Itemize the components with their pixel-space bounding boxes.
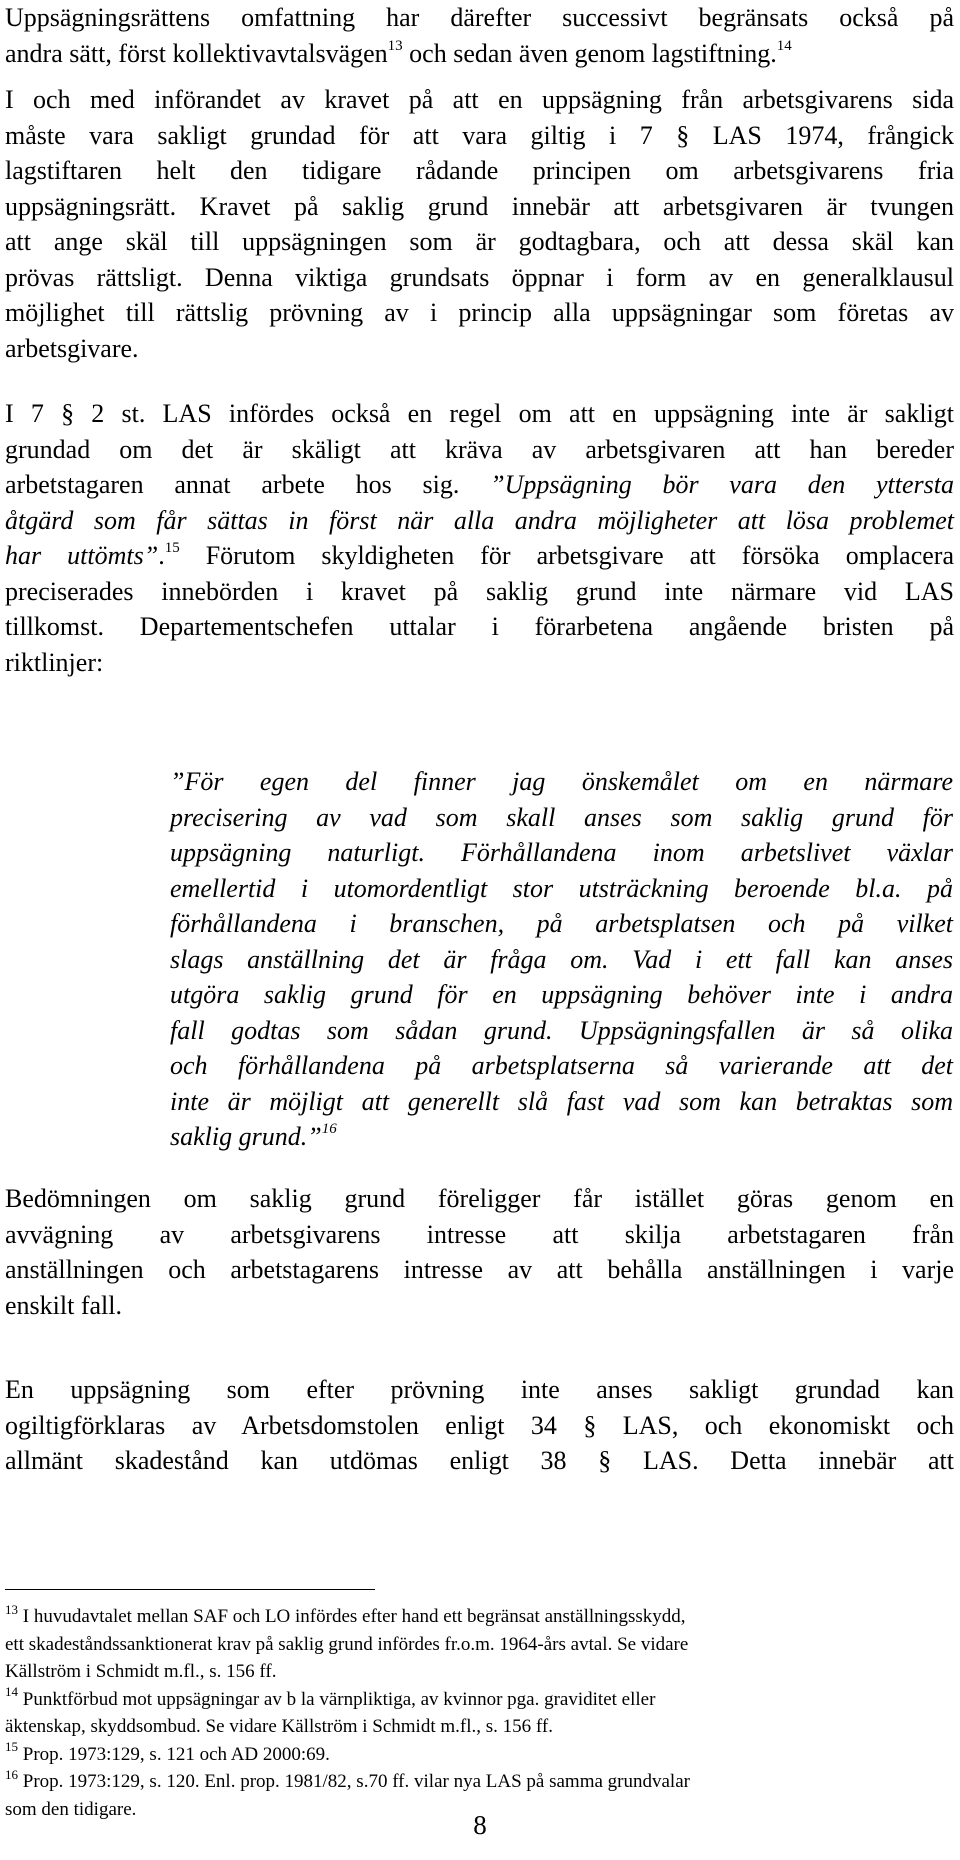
quote-line: emellertid i utomordentligt stor utsträckning beroende bl.a. på [170,873,953,903]
footnote-number: 13 [5,1601,18,1617]
text-line: enskilt fall. [5,1290,122,1320]
text-line: arbetsgivare. [5,333,139,363]
footnotes [5,1603,954,1823]
quote-line: utgöra saklig grund för en uppsägning behöver inte i andra [170,980,953,1009]
text-fragment: Förutom skyldigheten för arbetsgivare att försöka omplacera [179,541,954,570]
text-line [5,467,954,503]
text-fragment: andra sätt, först kollektivavtalsvägen [5,38,388,68]
footnote-ref-13[interactable]: 13 [387,37,403,54]
quote-line: uppsägning naturligt. Förhållandena inom arbetslivet växlar [170,838,953,867]
text-line: måste vara sakligt grundad för att vara giltig i 7 § LAS 1974, frångick [5,120,954,150]
footnote-text: Prop. 1973:129, s. 120. Enl. prop. 1981/82, s.70 ff. vilar nya LAS på samma grundvalar [18,1771,690,1792]
footnote-text: Prop. 1973:129, s. 121 och AD 2000:69. [18,1743,330,1765]
footnote-text-line: som den tidigare. [5,1798,137,1820]
text-line: En uppsägning som efter prövning inte anses sakligt grundad kan [5,1375,954,1404]
text-line: I 7 § 2 st. LAS infördes också en regel om att en uppsägning inte är sakligt [5,399,954,428]
text-line: allmänt skadestånd kan utdömas enligt 38 § LAS. Detta innebär att [5,1446,954,1475]
text-line: I och med införandet av kravet på att en uppsägning från arbetsgivarens sida [5,85,954,114]
footnote-text: I huvudavtalet mellan SAF och LO infördes efter hand ett begränsat anställningsskydd, [18,1606,686,1627]
text-fragment: och sedan även genom lagstiftning. [402,38,777,68]
quote-line: slags anställning det är fråga om. Vad i ett fall kan anses [170,944,953,974]
quote-line: inte är möjligt att generellt slå fast vad som kan betraktas som [170,1086,953,1116]
footnote-15 [5,1741,954,1769]
quote-line: fall godtas som sådan grund. Uppsägningsfallen är så olika [170,1015,953,1045]
footnote-13 [5,1603,954,1631]
text-fragment: saklig grund.” [170,1122,322,1151]
text-line: Bedömningen om saklig grund föreligger får istället göras genom en [5,1184,954,1213]
quote-line [170,1119,953,1155]
text-line [5,36,954,72]
paragraph-omplacering [5,396,954,680]
text-line: prövas rättsligt. Denna viktiga grundsats öppnar i form av en generalklausul [5,262,954,292]
text-line: ogiltigförklaras av Arbetsdomstolen enligt 34 § LAS, och ekonomiskt och [5,1410,954,1440]
text-line: uppsägningsrätt. Kravet på saklig grund innebär att arbetsgivaren är tvungen [5,191,954,221]
text-line: möjlighet till rättslig prövning av i princip alla uppsägningar som företas av [5,298,954,327]
quote-line: precisering av vad som skall anses som saklig grund för [170,802,953,832]
text-line: avvägning av arbetsgivarens intresse att skilja arbetstagaren från [5,1219,954,1249]
paragraph-saklig-grund [5,82,954,366]
text-fragment: arbetstagaren annat arbete hos sig. [5,470,491,499]
text-line [5,538,954,574]
quote-line: förhållandena i branschen, på arbetsplatsen och på vilket [170,909,953,938]
footnote-separator [5,1589,375,1590]
footnote-ref-14[interactable]: 14 [776,37,792,54]
footnote-number: 15 [5,1739,18,1755]
text-line: grundad om det är skäligt att kräva av arbetsgivaren att han bereder [5,434,954,464]
paragraph-bedomning [5,1181,954,1323]
text-line [5,503,954,539]
footnote-text: Punktförbud mot uppsägningar av b la värnpliktiga, av kvinnor pga. graviditet eller [18,1688,656,1710]
footnote-number: 16 [5,1766,18,1782]
quoted-text: ”Uppsägning bör vara den yttersta [490,470,954,499]
text-line: att ange skäl till uppsägningen som är godtagbara, och att dessa skäl kan [5,227,954,256]
quoted-text: har uttömts” [5,541,159,570]
text-line: riktlinjer: [5,647,104,677]
block-quote [170,764,953,1155]
paragraph-intro [5,0,954,71]
quoted-text: åtgärd som får sättas in först när alla andra möjligheter att lösa problemet [5,505,954,535]
paragraph-ogiltigforklaring [5,1372,954,1479]
text-line: lagstiftaren helt den tidigare rådande principen om arbetsgivarens fria [5,156,954,185]
footnote-16 [5,1768,954,1796]
text-line: anställningen och arbetstagarens intresse av att behålla anställningen i varje [5,1255,954,1284]
text-line: Uppsägningsrättens omfattning har därefter successivt begränsats också på [5,3,954,32]
text-line: preciserades innebörden i kravet på saklig grund inte närmare vid LAS [5,576,954,606]
text-line: tillkomst. Departementschefen uttalar i förarbetena angående bristen på [5,612,954,641]
quote-line: och förhållandena på arbetsplatserna så varierande att det [170,1051,953,1080]
quote-line: ”För egen del finner jag önskemålet om en närmare [170,767,953,796]
footnote-text-line: Källström i Schmidt m.fl., s. 156 ff. [5,1661,277,1682]
footnote-ref-16[interactable]: 16 [321,1121,337,1138]
footnote-number: 14 [5,1684,18,1700]
footnote-ref-15[interactable]: 15 [164,540,180,557]
footnote-14 [5,1686,954,1714]
footnote-text-line: äktenskap, skyddsombud. Se vidare Källström i Schmidt m.fl., s. 156 ff. [5,1716,553,1737]
footnote-text-line: ett skadeståndssanktionerat krav på saklig grund infördes fr.o.m. 1964-års avtal. Se vidare [5,1633,689,1655]
page-number: 8 [473,1810,487,1840]
text-fragment: . [158,541,165,570]
